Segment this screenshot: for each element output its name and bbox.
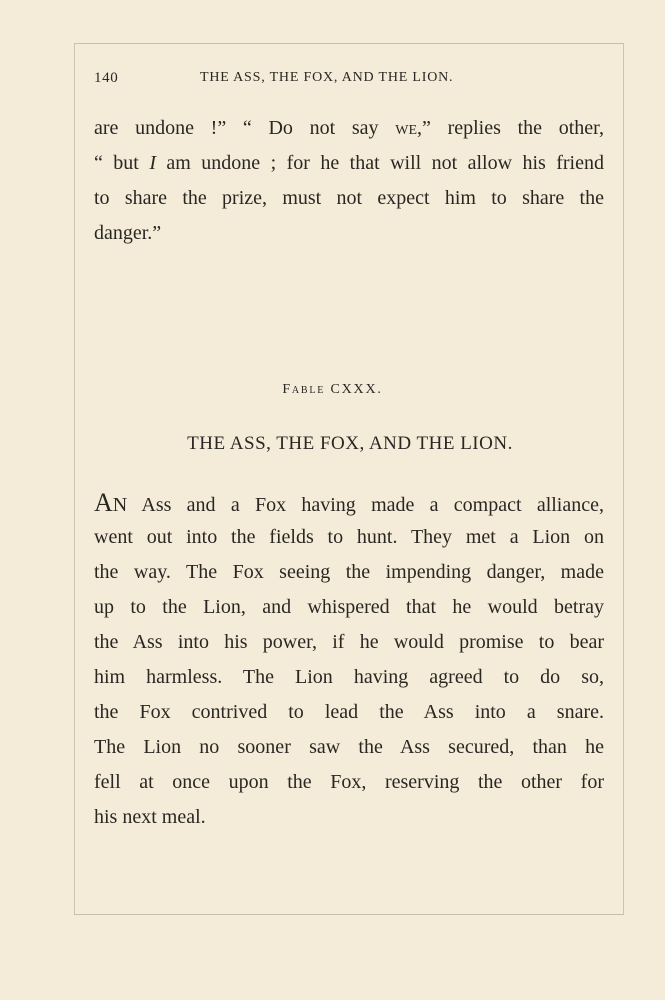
running-header bbox=[94, 70, 604, 90]
continued-paragraph bbox=[94, 111, 604, 251]
text-line: went out into the fields to hunt. They met a Lion on bbox=[94, 526, 604, 548]
opening-word: AN bbox=[94, 488, 128, 517]
text-line: The Lion no sooner saw the Ass secured, than he bbox=[94, 736, 604, 758]
emphasized-word: I bbox=[149, 152, 156, 174]
fable-title: THE ASS, THE FOX, AND THE LION. bbox=[187, 433, 513, 454]
running-title: THE ASS, THE FOX, AND THE LION. bbox=[200, 70, 454, 85]
text-line: fell at once upon the Fox, reserving the other for bbox=[94, 771, 604, 793]
page-number: 140 bbox=[94, 70, 119, 86]
text-line: danger.” bbox=[94, 222, 162, 244]
text-line: “ but I am undone ; for he that will not allow his friend bbox=[94, 152, 604, 174]
text-line: the way. The Fox seeing the impending danger, made bbox=[94, 561, 604, 583]
text-line: to share the prize, must not expect him to share the bbox=[94, 187, 604, 209]
text-line: his next meal. bbox=[94, 806, 206, 828]
text-line: him harmless. The Lion having agreed to do so, bbox=[94, 666, 604, 688]
text-line: the Fox contrived to lead the Ass into a snare. bbox=[94, 701, 604, 723]
fable-number: Fable CXXX. bbox=[282, 382, 383, 397]
text-line: the Ass into his power, if he would promise to bear bbox=[94, 631, 604, 653]
text-line: are undone !” “ Do not say we,” replies the other, bbox=[94, 117, 604, 139]
emphasized-word: we bbox=[395, 117, 417, 139]
text-line: up to the Lion, and whispered that he would betray bbox=[94, 596, 604, 618]
fable-paragraph bbox=[94, 485, 604, 835]
text-line: AN Ass and a Fox having made a compact alliance, bbox=[94, 488, 604, 517]
